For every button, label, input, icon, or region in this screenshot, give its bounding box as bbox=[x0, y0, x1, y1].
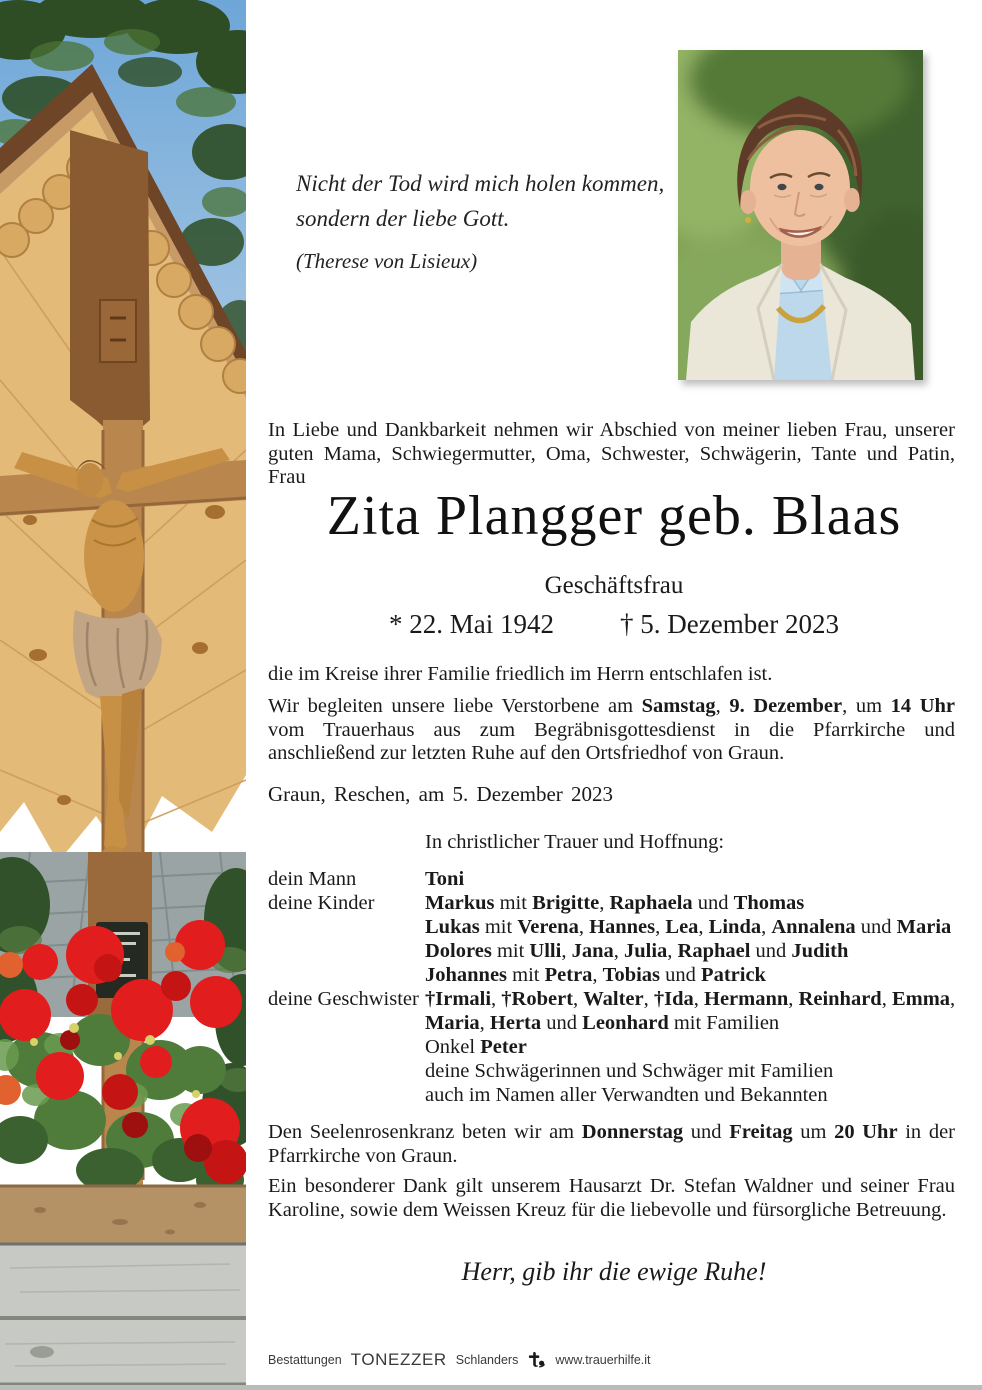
closing-prayer: Herr, gib ihr die ewige Ruhe! bbox=[461, 1257, 767, 1286]
thanks-notice: Ein besonderer Dank gilt unserem Hausarzt Dr. Stefan Waldner und seiner Frau Karoline, sowie dem Weissen Kreuz für die liebevolle und fürsorgliche Betreuung. bbox=[268, 1175, 955, 1221]
mourner-row bbox=[268, 867, 970, 891]
quote-attribution: (Therese von Lisieux) bbox=[296, 249, 478, 273]
mourner-names-line: Lukas mit Verena, Hannes, Lea, Linda, Annalena und Maria bbox=[425, 916, 952, 938]
mourner-names bbox=[425, 891, 970, 987]
mourning-heading: In christlicher Trauer und Hoffnung: bbox=[425, 831, 725, 853]
mourner-names-line: Markus mit Brigitte, Raphaela und Thomas bbox=[425, 892, 805, 914]
mourner-names-line: auch im Namen aller Verwandten und Bekannten bbox=[425, 1084, 828, 1106]
mourner-names-line: †Irmali, †Robert, Walter, †Ida, Hermann, Reinhard, Emma, bbox=[425, 988, 956, 1010]
quote-line-2: sondern der liebe Gott. bbox=[296, 206, 510, 231]
mourner-row bbox=[268, 891, 970, 987]
mourner-row bbox=[268, 987, 970, 1035]
publisher-prefix: Bestattungen bbox=[268, 1353, 342, 1367]
obituary-content bbox=[246, 0, 982, 1390]
mourner-names-line: Dolores mit Ulli, Jana, Julia, Raphael und Judith bbox=[425, 940, 849, 962]
publisher-brand: TONEZZER bbox=[350, 1350, 447, 1369]
mourner-names bbox=[425, 987, 970, 1035]
death-date: † 5. Dezember 2023 bbox=[620, 609, 839, 639]
portrait-illustration bbox=[678, 50, 923, 380]
mourner-relation-label: deine Kinder bbox=[268, 892, 375, 914]
mourners-list bbox=[268, 867, 970, 1107]
quote-line-1: Nicht der Tod wird mich holen kommen, bbox=[296, 171, 665, 196]
mourner-relation-label: deine Geschwister bbox=[268, 988, 419, 1010]
mourner-names-line: Maria, Herta und Leonhard mit Familien bbox=[425, 1012, 780, 1034]
place-and-date: Graun, Reschen, am 5. Dezember 2023 bbox=[268, 782, 614, 806]
life-dates bbox=[246, 609, 982, 640]
intro-paragraph: In Liebe und Dankbarkeit nehmen wir Abschied von meiner lieben Frau, unserer guten Mama, Schwiegermutter, Oma, Schwester, Schwägerin, Tante und Patin, Frau bbox=[268, 419, 955, 489]
publisher-website: www.trauerhilfe.it bbox=[555, 1353, 651, 1367]
rosary-notice: Den Seelenrosenkranz beten wir am Donnerstag und Freitag um 20 Uhr in der Pfarrkirche von Graun. bbox=[268, 1121, 955, 1167]
memorial-quote bbox=[296, 166, 664, 279]
mourning-section bbox=[268, 830, 970, 1107]
mourner-names-line: Johannes mit Petra, Tobias und Patrick bbox=[425, 964, 766, 986]
mourner-row bbox=[268, 1035, 970, 1059]
publisher-location: Schlanders bbox=[455, 1353, 519, 1367]
mourner-relation-label bbox=[268, 1083, 425, 1107]
crucifix-shrine-photo bbox=[0, 0, 246, 1390]
birth-date: * 22. Mai 1942 bbox=[389, 609, 555, 639]
mourner-relation-label: dein Mann bbox=[268, 868, 357, 890]
mourner-names-line: deine Schwägerinnen und Schwäger mit Familien bbox=[425, 1060, 834, 1082]
deceased-name: Zita Plangger geb. Blaas bbox=[326, 485, 902, 547]
publisher-footer bbox=[268, 1350, 651, 1370]
mourner-row bbox=[268, 1083, 970, 1107]
trauerhilfe-logo-icon bbox=[527, 1351, 546, 1369]
passing-line: die im Kreise ihrer Familie friedlich im Herrn entschlafen ist. bbox=[268, 663, 773, 685]
crucifix-shrine-illustration bbox=[0, 0, 246, 1390]
funeral-announcement: Wir begleiten unsere liebe Verstorbene am Samstag, 9. Dezember, um 14 Uhr vom Trauerhaus aus zum Begräbnisgottesdienst in die Pfarrkirche und anschließend zur letzten Ruhe auf den Ortsfriedhof von Graun. bbox=[268, 695, 956, 765]
portrait-photo bbox=[678, 50, 923, 380]
deceased-profession: Geschäftsfrau bbox=[544, 572, 684, 599]
mourner-names-line: Onkel Peter bbox=[425, 1036, 527, 1058]
mourner-names-line: Toni bbox=[425, 868, 465, 890]
mourner-relation-label bbox=[268, 1059, 425, 1083]
mourner-names bbox=[425, 1083, 970, 1107]
mourner-row bbox=[268, 1059, 970, 1083]
mourner-names bbox=[425, 867, 970, 891]
mourner-relation-label bbox=[268, 1035, 425, 1059]
mourner-names bbox=[425, 1059, 970, 1083]
page-bottom-edge bbox=[0, 1385, 982, 1390]
mourner-names bbox=[425, 1035, 970, 1059]
